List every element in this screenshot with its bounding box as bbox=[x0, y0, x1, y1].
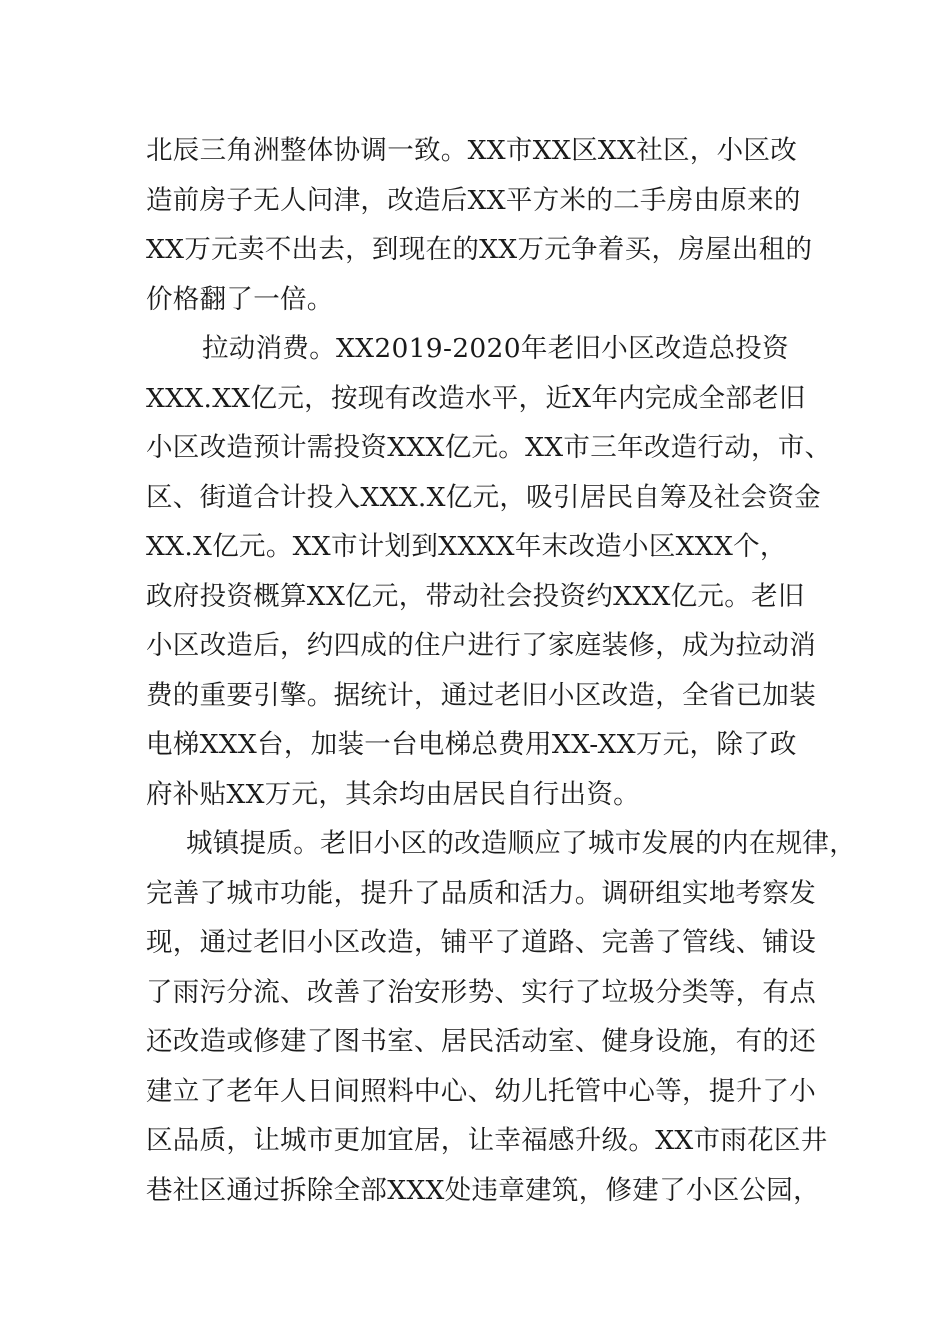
paragraph-housing-value bbox=[146, 126, 822, 324]
text-line: 小区改造后，约四成的住户进行了家庭装修，成为拉动消 bbox=[146, 630, 816, 661]
text-line: XX.X亿元。XX市计划到XXXX年末改造小区XXX个， bbox=[146, 531, 787, 562]
text-line: 价格翻了一倍。 bbox=[146, 283, 334, 315]
text-line: XX万元卖不出去，到现在的XX万元争着买，房屋出租的 bbox=[146, 234, 813, 265]
text-line: 建立了老年人日间照料中心、幼儿托管中心等，提升了小 bbox=[146, 1075, 816, 1107]
text-line: 政府投资概算XX亿元，带动社会投资约XXX亿元。老旧 bbox=[146, 580, 805, 612]
body-text bbox=[146, 126, 856, 1215]
text-line: 造前房子无人问津，改造后XX平方米的二手房由原来的 bbox=[146, 184, 801, 216]
text-line: 现，通过老旧小区改造，铺平了道路、完善了管线、铺设 bbox=[146, 927, 816, 958]
text-line: 巷社区通过拆除全部XXX处违章建筑，修建了小区公园， bbox=[146, 1174, 820, 1206]
text-line: 拉动消费。XX2019-2020年老旧小区改造总投资 bbox=[202, 333, 789, 364]
paragraph-consumption bbox=[146, 324, 832, 819]
text-line: 府补贴XX万元，其余均由居民自行出资。 bbox=[146, 778, 640, 810]
text-line: 完善了城市功能，提升了品质和活力。调研组实地考察发 bbox=[146, 877, 816, 909]
text-line: 费的重要引擎。据统计，通过老旧小区改造，全省已加装 bbox=[146, 679, 816, 711]
text-line: 区品质，让城市更加宜居，让幸福感升级。XX市雨花区井 bbox=[146, 1125, 828, 1156]
text-line: 还改造或修建了图书室、居民活动室、健身设施，有的还 bbox=[146, 1026, 816, 1057]
text-line: 北辰三角洲整体协调一致。XX市XX区XX社区，小区改 bbox=[146, 135, 797, 166]
text-line: 区、街道合计投入XXX.X亿元，吸引居民自筹及社会资金 bbox=[146, 481, 821, 513]
text-line: XXX.XX亿元，按现有改造水平，近X年内完成全部老旧 bbox=[146, 382, 806, 414]
text-line: 电梯XXX台，加装一台电梯总费用XX-XX万元，除了政 bbox=[146, 729, 797, 760]
paragraph-urban-quality bbox=[146, 819, 856, 1215]
text-line: 小区改造预计需投资XXX亿元。XX市三年改造行动，市、 bbox=[146, 432, 832, 463]
text-line: 城镇提质。老旧小区的改造顺应了城市发展的内在规律， bbox=[186, 828, 856, 859]
text-line: 了雨污分流、改善了治安形势、实行了垃圾分类等，有点 bbox=[146, 976, 816, 1008]
